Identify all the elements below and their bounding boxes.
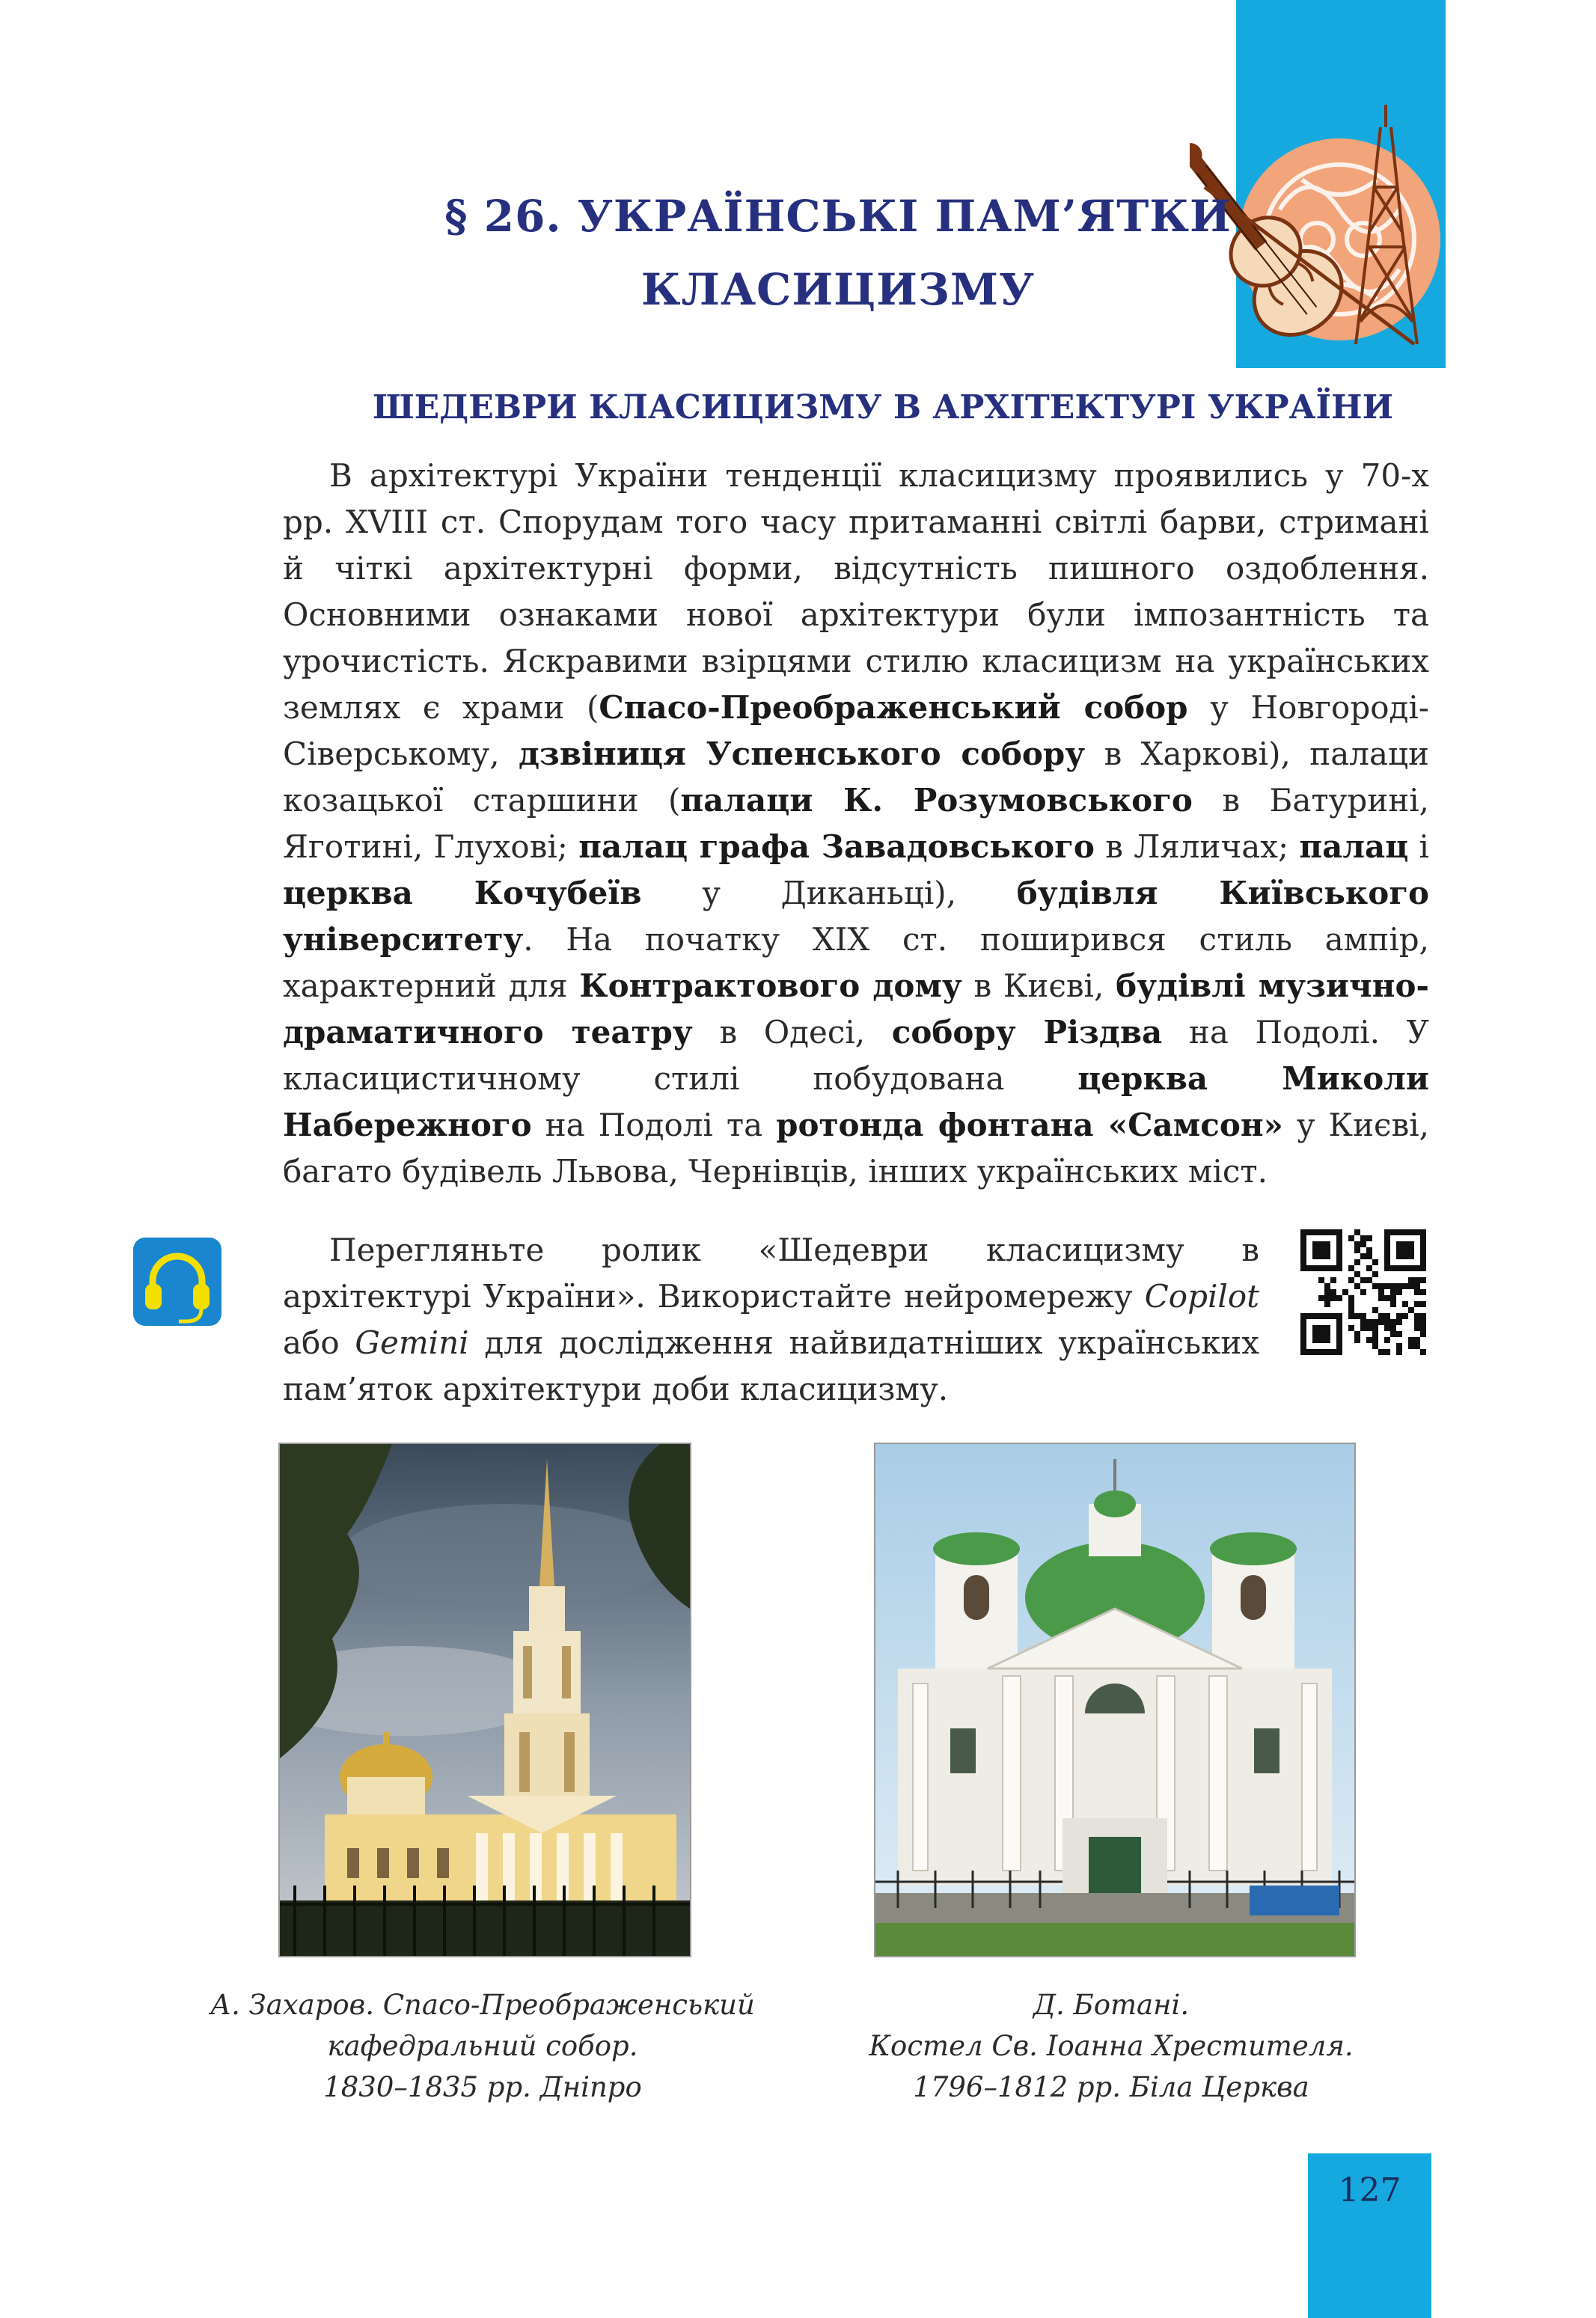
landmark-name: церква Кочубеїв xyxy=(283,875,642,911)
caption-figure-1 xyxy=(150,1984,816,2108)
photo-cathedral-dnipro xyxy=(278,1443,691,1957)
activity-paragraph xyxy=(283,1227,1259,1413)
main-paragraph xyxy=(283,453,1429,1195)
headphones-icon[interactable] xyxy=(132,1236,223,1327)
text-run: в Одесі, xyxy=(692,1014,892,1051)
caption-line: Д. Ботані. xyxy=(1033,1989,1190,2021)
qr-code[interactable] xyxy=(1300,1229,1426,1355)
landmark-name: собору Різдва xyxy=(891,1014,1163,1051)
text-run: і xyxy=(1408,828,1429,865)
landmark-name: будівлі музично-драматичного театру xyxy=(283,967,1429,1051)
landmark-name: будівля Київського університету xyxy=(283,875,1430,958)
landmark-name: палац графа Завадовського xyxy=(578,828,1095,865)
text-run: або xyxy=(283,1324,355,1361)
tool-name: Gemini xyxy=(355,1324,469,1361)
caption-line: 1830–1835 рр. Дніпро xyxy=(323,2071,642,2103)
church-illustration xyxy=(875,1444,1354,1956)
page-number: 127 xyxy=(1308,2153,1431,2318)
landmark-name: церква Миколи Набережного xyxy=(283,1060,1429,1143)
text-run: у Диканьці), xyxy=(641,875,1017,911)
chapter-title-line2: КЛАСИЦИЗМУ xyxy=(640,264,1036,315)
photo-church-bila-tserkva xyxy=(874,1443,1356,1957)
caption-line: А. Захаров. Спасо-Преображенський xyxy=(210,1989,755,2021)
text-run: в Харкові), палаци козацької старшини ( xyxy=(283,736,1429,819)
landmark-name: Контрактового дому xyxy=(579,967,962,1004)
landmark-name: палац xyxy=(1299,828,1409,865)
caption-line: Костел Св. Іоанна Хрестителя. xyxy=(869,2030,1354,2062)
text-run: в Ляличах; xyxy=(1094,828,1300,865)
landmark-name: ротонда фонтана «Самсон» xyxy=(776,1107,1283,1143)
caption-line: 1796–1812 рр. Біла Церква xyxy=(913,2071,1309,2103)
text-run: . На початку XIX ст. поширився стиль ампір, характерний для xyxy=(283,921,1429,1004)
landmark-name: Спасо-Преображенський собор xyxy=(599,689,1188,726)
landmark-name: палаци К. Розумовського xyxy=(680,782,1193,819)
text-run: у Новгороді-Сіверському, xyxy=(283,689,1429,772)
tool-name: Copilot xyxy=(1144,1278,1259,1315)
chapter-title xyxy=(352,180,1324,326)
text-run: Перегляньте ролик «Шедеври класицизму в архітектурі України». Використайте нейромережу xyxy=(283,1232,1259,1315)
text-run: у Києві, багато будівель Львова, Чернівців, інших українських міст. xyxy=(283,1107,1430,1190)
text-run: В архітектурі України тенденції класицизму проявились у 70-х рр. XVIII ст. Спорудам того часу притаманні світлі барви, стримані й чіткі архітектурні форми, відсутність пишного оздоблення. Основними ознаками нової архітектури були імпозантність та урочистість. Яскравими взірцями стилю класицизм на українських землях є храми ( xyxy=(283,457,1429,726)
chapter-title-line1: § 26. УКРАЇНСЬКІ ПАМ’ЯТКИ xyxy=(444,191,1232,242)
landmark-name: дзвіниця Успенського собору xyxy=(519,736,1086,772)
text-run: на Подолі та xyxy=(531,1107,777,1143)
text-run: для дослідження найвидатніших українських пам’яток архітектури доби класицизму. xyxy=(283,1324,1259,1407)
text-run: в Батурині, Яготині, Глухові; xyxy=(283,782,1429,865)
caption-line: кафедральний собор. xyxy=(327,2030,638,2062)
caption-figure-2 xyxy=(778,1984,1444,2108)
text-run: на Подолі. У класицистичному стилі побудована xyxy=(283,1014,1429,1097)
cathedral-illustration xyxy=(280,1444,690,1956)
section-heading: ШЕДЕВРИ КЛАСИЦИЗМУ В АРХІТЕКТУРІ УКРАЇНИ xyxy=(372,388,1394,426)
text-run: в Києві, xyxy=(961,967,1116,1004)
